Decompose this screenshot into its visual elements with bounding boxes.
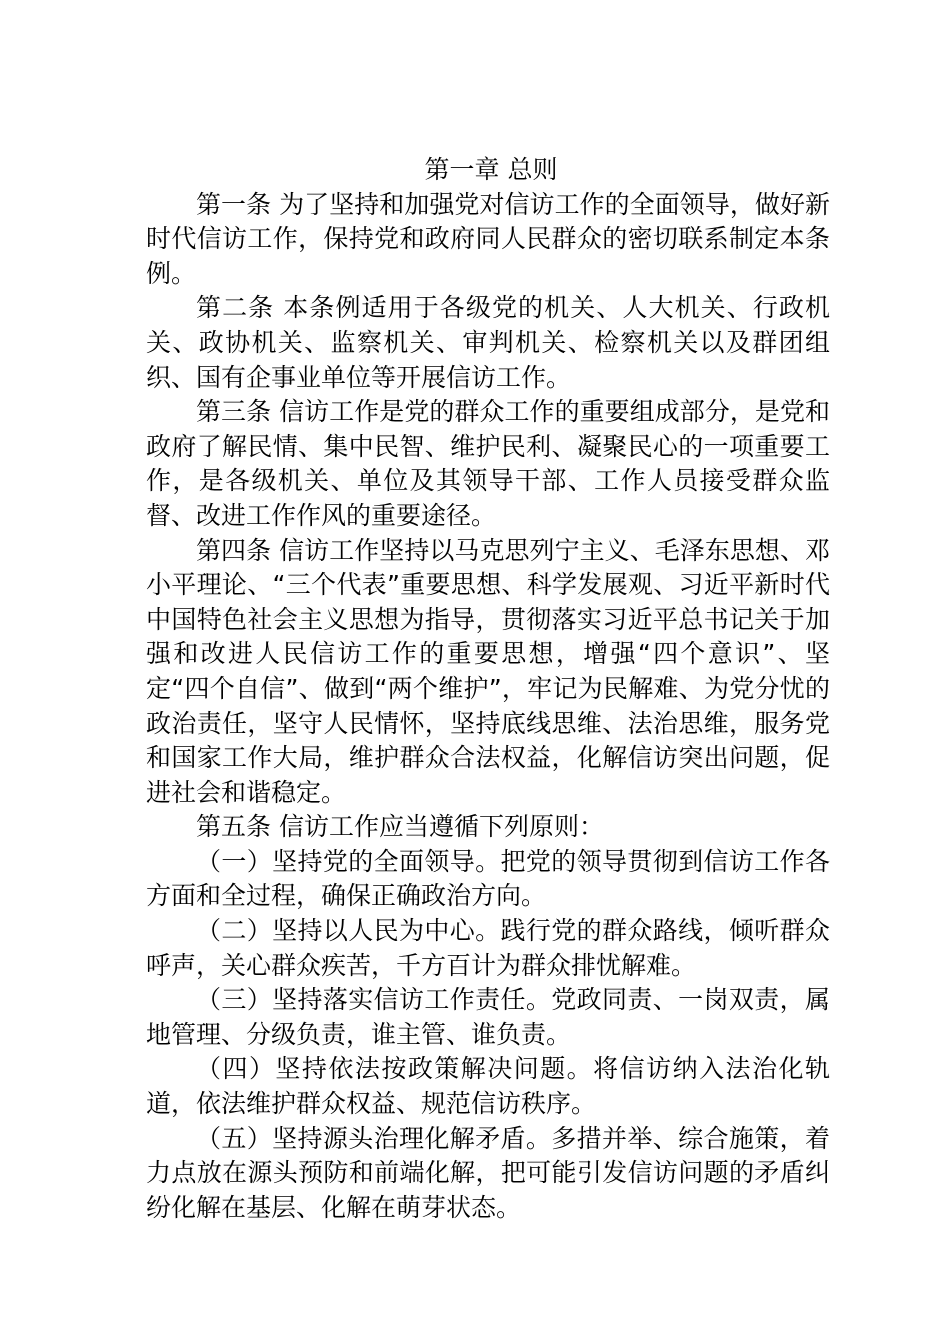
document-body [146,153,830,1225]
article-2: 第二条 本条例适用于各级党的机关、人大机关、行政机关、政协机关、监察机关、审判机关、检察机关以及群团组织、国有企事业单位等开展信访工作。 [146,293,830,392]
article-5: 第五条 信访工作应当遵循下列原则： [196,812,604,842]
article-1: 第一条 为了坚持和加强党对信访工作的全面领导，做好新时代信访工作，保持党和政府同人民群众的密切联系制定本条例。 [146,189,830,288]
principle-4: （四）坚持依法按政策解决问题。将信访纳入法治化轨道，依法维护群众权益、规范信访秩序。 [146,1054,830,1119]
principle-5: （五）坚持源头治理化解矛盾。多措并举、综合施策，着力点放在源头预防和前端化解，把可能引发信访问题的矛盾纠纷化解在基层、化解在萌芽状态。 [146,1123,830,1222]
principle-1: （一）坚持党的全面领导。把党的领导贯彻到信访工作各方面和全过程，确保正确政治方向。 [146,846,830,911]
chapter-title: 第一章 总则 [424,155,558,184]
principle-2: （二）坚持以人民为中心。践行党的群众路线，倾听群众呼声，关心群众疾苦，千方百计为群众排忧解难。 [146,916,830,980]
article-3: 第三条 信访工作是党的群众工作的重要组成部分，是党和政府了解民情、集中民智、维护民利、凝聚民心的一项重要工作，是各级机关、单位及其领导干部、工作人员接受群众监督、改进工作作风的重要途径。 [146,397,830,530]
article-4: 第四条 信访工作坚持以马克思列宁主义、毛泽东思想、邓小平理论、“三个代表”重要思想、科学发展观、习近平新时代中国特色社会主义思想为指导，贯彻落实习近平总书记关于加强和改进人民信访工作的重要思想，增强“四个意识”、坚定“四个自信”、做到“两个维护”，牢记为民解难、为党分忧的政治责任，坚守人民情怀，坚持底线思维、法治思维，服务党和国家工作大局，维护群众合法权益，化解信访突出问题，促进社会和谐稳定。 [146,535,830,807]
principle-3: （三）坚持落实信访工作责任。党政同责、一岗双责，属地管理、分级负责，谁主管、谁负责。 [146,985,830,1049]
